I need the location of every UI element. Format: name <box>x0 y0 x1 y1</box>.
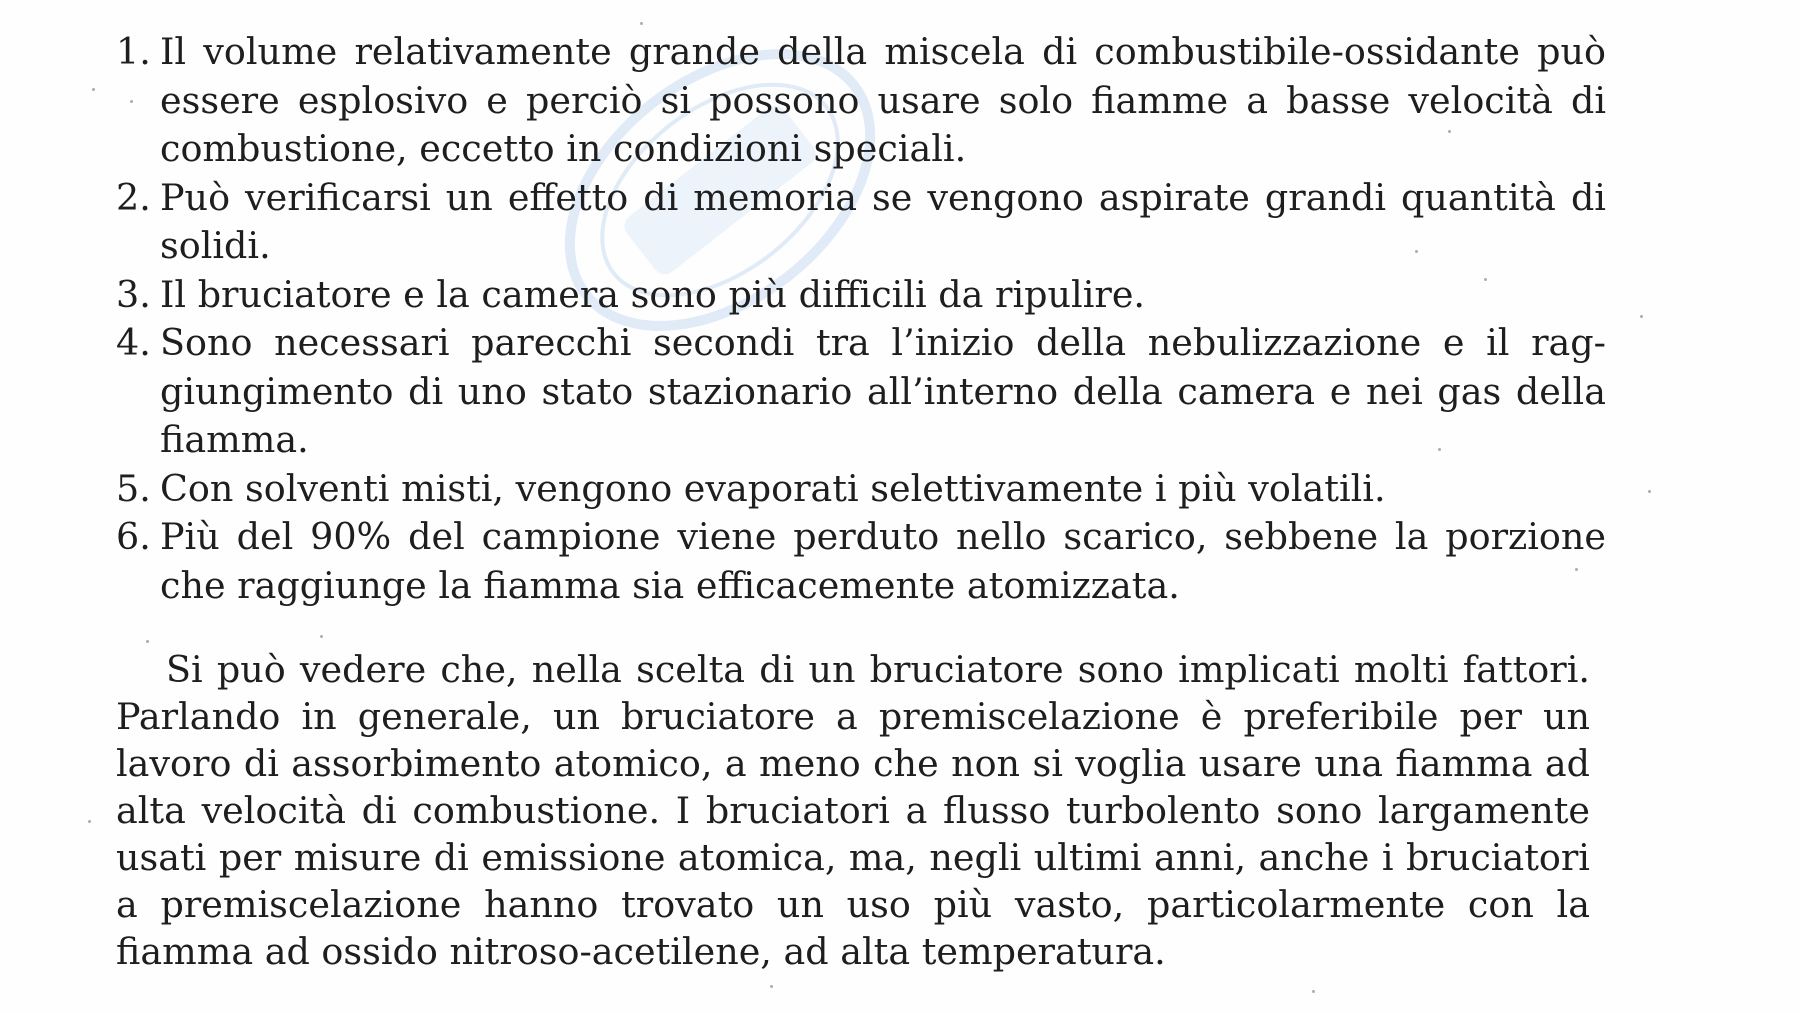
scan-speck <box>1648 490 1651 493</box>
list-item-number: 2. <box>116 175 151 219</box>
list-item-text: Può verificarsi un effetto di memoria se vengono aspirate grandi quantità di solidi. <box>160 175 1606 267</box>
scan-speck <box>1448 130 1451 133</box>
list-item-number: 5. <box>116 466 151 510</box>
scan-speck <box>1438 448 1441 451</box>
list-item-number: 4. <box>116 321 151 364</box>
list-item-text: Più del 90% del campione viene perduto nello scarico, sebbene la porzione che raggiunge la fiamma sia efficacemente atomizzata. <box>160 515 1606 607</box>
scan-speck <box>146 640 149 643</box>
list-item-text: Il volume relativamente grande della miscela di combustibile-ossidante può essere esplosivo e perciò si possono usare solo fiamme a basse velocità di combustione, eccetto in condizioni speciali. <box>160 30 1606 170</box>
list-item <box>116 465 1606 514</box>
list-item <box>116 513 1606 610</box>
list-item-number: 1. <box>116 30 151 73</box>
list-item-number: 6. <box>116 515 151 558</box>
scan-speck <box>1575 568 1578 571</box>
scan-speck <box>320 635 323 638</box>
list-item-text: Con solventi misti, vengono evaporati selettivamente i più volatili. <box>160 466 1386 510</box>
scan-speck <box>1312 990 1315 993</box>
list-item <box>116 271 1606 320</box>
body-paragraph: Si può vedere che, nella scelta di un bruciatore sono implicati molti fattori. Parlando in generale, un bruciatore a premiscelazione è preferibile per un lavoro di assorbimento atomico, a meno che non si voglia usare una fiamma ad alta velocità di combustione. I bruciatori a flusso turbolento sono largamente usati per misure di emissione atomica, ma, negli ultimi anni, anche i bruciatori a premiscelazione hanno trovato un uso più vasto, particolarmente con la fiamma ad ossido nitroso-acetilene, ad alta temperatura. <box>116 648 1590 973</box>
scan-speck <box>1484 278 1487 281</box>
list-item-number: 3. <box>116 272 151 316</box>
scan-speck <box>92 88 95 91</box>
list-item-text: Il bruciatore e la camera sono più difficili da ripulire. <box>160 272 1146 316</box>
scan-speck <box>88 820 91 823</box>
list-item <box>116 28 1606 174</box>
list-item <box>116 319 1606 465</box>
list-item <box>116 174 1606 271</box>
scan-speck <box>1415 250 1418 253</box>
scan-speck <box>640 22 643 25</box>
list-item-text: Sono necessari parecchi secondi tra l’inizio della nebulizzazione e il raggiungimento di uno stato stazionario all’interno della camera e nei gas della fiamma. <box>160 321 1606 461</box>
scan-speck <box>770 985 773 988</box>
numbered-list <box>116 28 1606 610</box>
scan-speck <box>130 100 133 103</box>
scan-speck <box>1640 315 1643 318</box>
